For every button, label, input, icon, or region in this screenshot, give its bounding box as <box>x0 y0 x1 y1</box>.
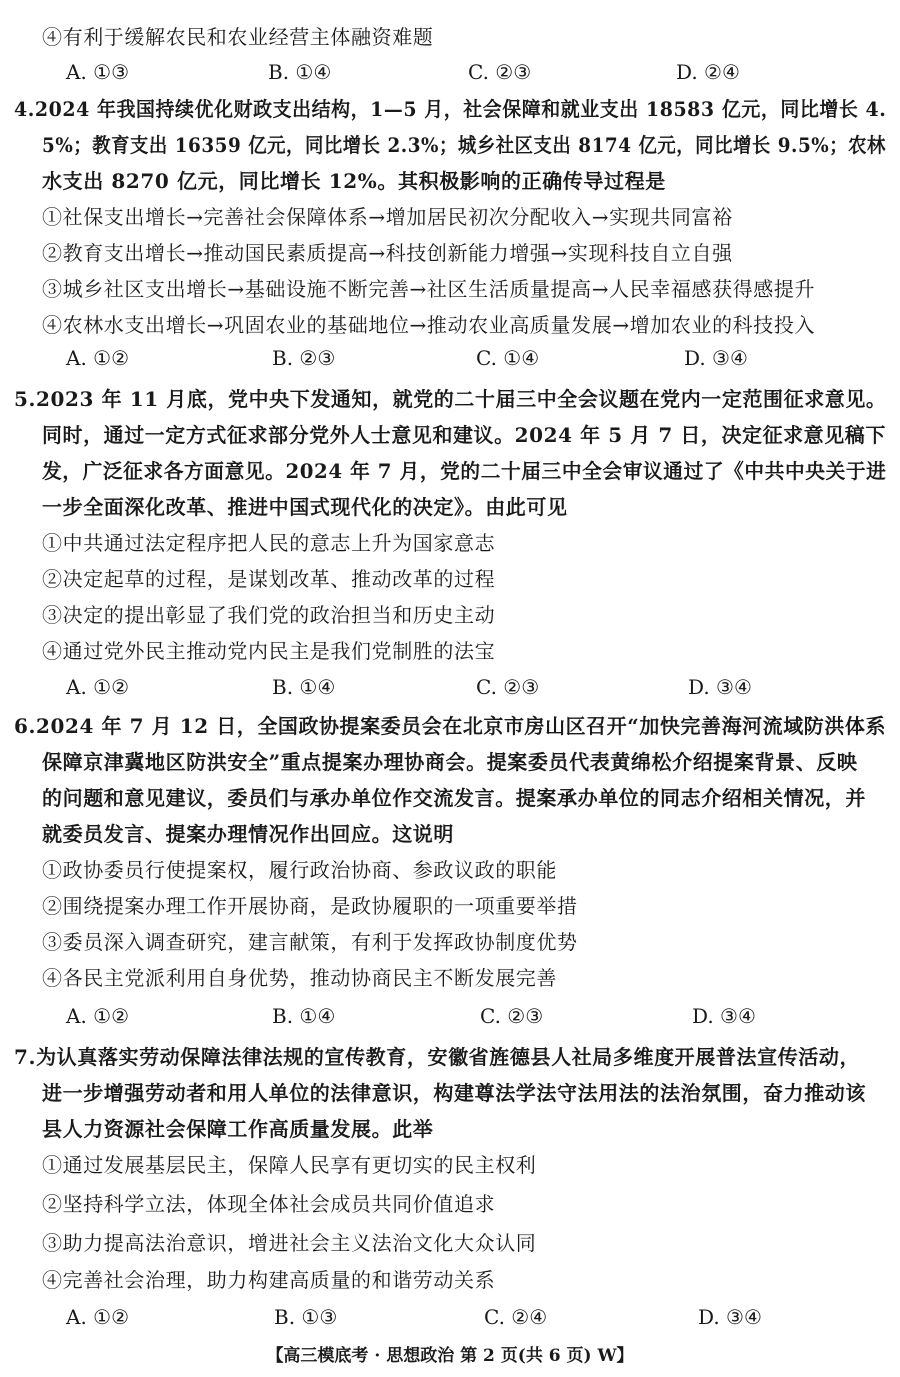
q7-item-2: ②坚持科学立法，体现全体社会成员共同价值追求 <box>42 1192 496 1216</box>
q7-option-d: D. ③④ <box>698 1305 762 1329</box>
q6-stem-line-1: 6.2024 年 7 月 12 日，全国政协提案委员会在北京市房山区召开“加快完善海河流域防洪体系 <box>14 714 887 738</box>
q5-option-c: C. ②③ <box>476 675 540 699</box>
q7-option-a: A. ①② <box>66 1305 130 1329</box>
q6-item-4: ④各民主党派利用自身优势，推动协商民主不断发展完善 <box>42 966 557 990</box>
q5-item-1: ①中共通过法定程序把人民的意志上升为国家意志 <box>42 531 496 555</box>
q4-item-3: ③城乡社区支出增长→基础设施不断完善→社区生活质量提高→人民幸福感获得感提升 <box>42 277 816 301</box>
q3-option-b: B. ①④ <box>268 60 332 84</box>
q6-item-1: ①政协委员行使提案权，履行政治协商、参政议政的职能 <box>42 858 557 882</box>
q4-stem-line-2: 5%；教育支出 16359 亿元，同比增长 2.3%；城乡社区支出 8174 亿元，同比增长 9.5%；农林 <box>42 133 886 157</box>
q5-item-3: ③决定的提出彰显了我们党的政治担当和历史主动 <box>42 603 496 627</box>
q7-option-c: C. ②④ <box>484 1305 548 1329</box>
q6-item-3: ③委员深入调查研究，建言献策，有利于发挥政协制度优势 <box>42 930 578 954</box>
q7-stem-line-1: 7.为认真落实劳动保障法律法规的宣传教育，安徽省旌德县人社局多维度开展普法宣传活动， <box>14 1045 861 1069</box>
q4-option-d: D. ③④ <box>684 346 748 370</box>
q4-item-1: ①社保支出增长→完善社会保障体系→增加居民初次分配收入→实现共同富裕 <box>42 205 733 229</box>
q4-option-b: B. ②③ <box>272 346 336 370</box>
q7-item-4: ④完善社会治理，助力构建高质量的和谐劳动关系 <box>42 1268 496 1292</box>
q6-option-a: A. ①② <box>66 1004 130 1028</box>
q4-item-4: ④农林水支出增长→巩固农业的基础地位→推动农业高质量发展→增加农业的科技投入 <box>42 313 816 337</box>
q6-option-c: C. ②③ <box>480 1004 544 1028</box>
q4-option-c: C. ①④ <box>476 346 540 370</box>
q6-stem-line-4: 就委员发言、提案办理情况作出回应。这说明 <box>42 822 454 846</box>
q5-item-4: ④通过党外民主推动党内民主是我们党制胜的法宝 <box>42 639 496 663</box>
q5-stem-line-1: 5.2023 年 11 月底，党中央下发通知，就党的二十届三中全会议题在党内一定范围征求意见。 <box>14 387 887 411</box>
q3-option-c: C. ②③ <box>468 60 532 84</box>
q3-item-4: ④有利于缓解农民和农业经营主体融资难题 <box>42 25 434 49</box>
q5-stem-line-2: 同时，通过一定方式征求部分党外人士意见和建议。2024 年 5 月 7 日，决定征求意见稿下 <box>42 423 886 447</box>
q7-option-b: B. ①③ <box>274 1305 338 1329</box>
q5-stem-line-3: 发，广泛征求各方面意见。2024 年 7 月，党的二十届三中全会审议通过了《中共中央关于进 <box>42 459 887 483</box>
page-footer: 【高三模底考 · 思想政治 第 2 页(共 6 页) W】 <box>266 1346 634 1366</box>
q7-stem-line-3: 县人力资源社会保障工作高质量发展。此举 <box>42 1117 434 1141</box>
q5-stem-line-4: 一步全面深化改革、推进中国式现代化的决定》。由此可见 <box>42 495 568 519</box>
q3-option-a: A. ①③ <box>66 60 130 84</box>
q6-option-b: B. ①④ <box>272 1004 336 1028</box>
q5-option-a: A. ①② <box>66 675 130 699</box>
q4-item-2: ②教育支出增长→推动国民素质提高→科技创新能力增强→实现科技自立自强 <box>42 241 733 265</box>
q7-item-3: ③助力提高法治意识，增进社会主义法治文化大众认同 <box>42 1231 537 1255</box>
q6-item-2: ②围绕提案办理工作开展协商，是政协履职的一项重要举措 <box>42 894 578 918</box>
q4-option-a: A. ①② <box>66 346 130 370</box>
q4-stem-line-1: 4.2024 年我国持续优化财政支出结构，1—5 月，社会保障和就业支出 18583 亿元，同比增长 4. <box>14 97 887 121</box>
q6-option-d: D. ③④ <box>692 1004 756 1028</box>
q6-stem-line-3: 的问题和意见建议，委员们与承办单位作交流发言。提案承办单位的同志介绍相关情况，并 <box>42 786 866 810</box>
q7-stem-line-2: 进一步增强劳动者和用人单位的法律意识，构建尊法学法守法用法的法治氛围，奋力推动该 <box>42 1081 866 1105</box>
q3-option-d: D. ②④ <box>676 60 740 84</box>
q6-stem-line-2: 保障京津冀地区防洪安全”重点提案办理协商会。提案委员代表黄绵松介绍提案背景、反映 <box>42 750 858 774</box>
q5-option-d: D. ③④ <box>688 675 752 699</box>
q5-item-2: ②决定起草的过程，是谋划改革、推动改革的过程 <box>42 567 496 591</box>
q4-stem-line-3: 水支出 8270 亿元，同比增长 12%。其积极影响的正确传导过程是 <box>42 169 666 193</box>
q7-item-1: ①通过发展基层民主，保障人民享有更切实的民主权利 <box>42 1153 537 1177</box>
q5-option-b: B. ①④ <box>272 675 336 699</box>
